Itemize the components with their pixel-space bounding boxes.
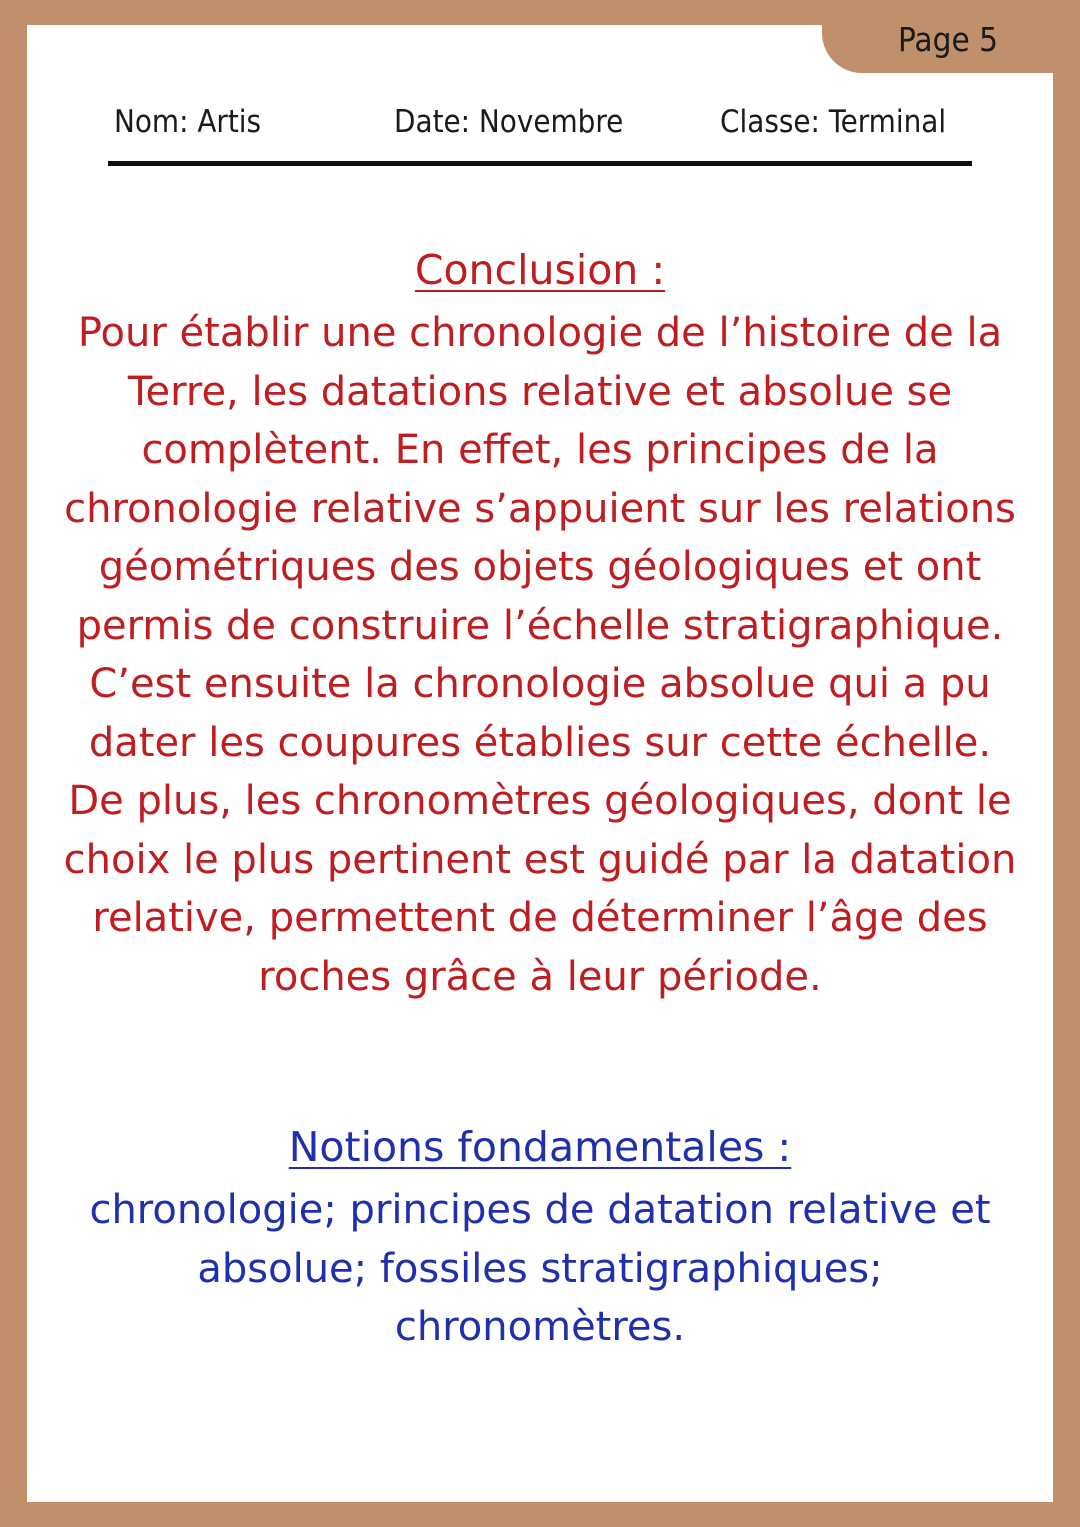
class-field: Classe: Terminal — [720, 104, 947, 140]
date-field: Date: Novembre — [394, 104, 624, 140]
student-name: Nom: Artis — [114, 104, 262, 140]
notions-text: chronologie; principes de datation relative et absolue; fossiles stratigraphiques; chronomètres. — [89, 1187, 991, 1350]
page-number: Page 5 — [898, 20, 999, 59]
notions-title: Notions fondamentales : — [288, 1123, 792, 1171]
header-divider — [108, 161, 972, 166]
conclusion-title: Conclusion : — [414, 246, 666, 294]
conclusion-text: Pour établir une chronologie de l’histoire de la Terre, les datations relative et absolue se complètent. En effet, les principes de la chronologie relative s’appuient sur les relations géométriques des objets géologiques et ont permis de construire l’échelle stratigraphique. C’est ensuite la chronologie absolue qui a pu dater les coupures établies sur cette échelle. De plus, les chronomètres géologiques, dont le choix le plus pertinent est guidé par la datation relative, permettent de déterminer l’âge des roches grâce à leur période. — [63, 310, 1017, 1000]
